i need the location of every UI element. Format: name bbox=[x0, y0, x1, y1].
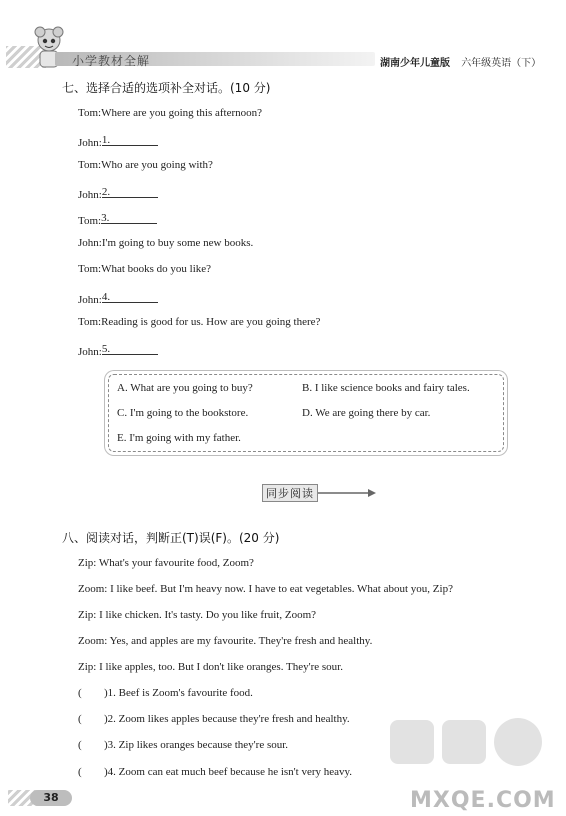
speaker: John bbox=[78, 237, 99, 249]
section-badge bbox=[262, 484, 378, 502]
dialogue-line-4: John: 2. bbox=[78, 185, 158, 201]
watermark-text: MXQE.COM bbox=[410, 788, 556, 813]
dialogue-line-7: Tom:What books do you like? bbox=[78, 263, 212, 275]
answer-blank-1[interactable]: 1. bbox=[102, 133, 158, 146]
line-text: Who are you going with? bbox=[101, 159, 213, 171]
speaker: Tom bbox=[78, 107, 99, 119]
header-edition-info bbox=[380, 54, 541, 69]
line-text: What books do you like? bbox=[101, 263, 212, 275]
statement-text: 4. Zoom can eat much beef because he isn't very heavy. bbox=[107, 766, 353, 778]
dialogue-line-9: Tom:Reading is good for us. How are you going there? bbox=[78, 316, 321, 328]
judgement-item-3[interactable]: ( )3. Zip likes oranges because they're sour. bbox=[78, 739, 289, 751]
line-text: Where are you going this afternoon? bbox=[101, 107, 263, 119]
dialogue-line-5: Tom: 3. bbox=[78, 211, 157, 227]
line-text: I'm going to buy some new books. bbox=[101, 237, 254, 249]
section7-title: 七、选择合适的选项补全对话。(10 分) bbox=[62, 81, 271, 95]
dialogue-line-2: John: 1. bbox=[78, 133, 158, 149]
speaker: John bbox=[78, 294, 99, 306]
reading-line-2: Zoom: I like beef. But I'm heavy now. I have to eat vegetables. What about you, Zip? bbox=[78, 583, 453, 595]
speaker: Tom bbox=[78, 263, 99, 275]
answer-blank-2[interactable]: 2. bbox=[102, 185, 158, 198]
line-text: Reading is good for us. How are you going there? bbox=[101, 316, 321, 328]
page-header bbox=[0, 0, 566, 80]
dialogue-line-1: Tom:Where are you going this afternoon? bbox=[78, 107, 263, 119]
speaker: John bbox=[78, 137, 99, 149]
statement-text: 3. Zip likes oranges because they're sour. bbox=[107, 739, 289, 751]
answer-blank-5[interactable]: 5. bbox=[102, 342, 158, 355]
arrow-right-icon bbox=[318, 488, 378, 498]
judgement-item-2[interactable]: ( )2. Zoom likes apples because they're fresh and healthy. bbox=[78, 713, 350, 725]
speaker: Tom bbox=[78, 215, 99, 227]
dialogue-line-10: John: 5. bbox=[78, 342, 158, 358]
speaker: Tom bbox=[78, 159, 99, 171]
speaker: Tom bbox=[78, 316, 99, 328]
answer-blank-4[interactable]: 4. bbox=[102, 290, 158, 303]
publisher-label: 湖南少年儿童版 bbox=[380, 58, 450, 69]
judgement-item-1[interactable]: ( )1. Beef is Zoom's favourite food. bbox=[78, 687, 253, 699]
dialogue-line-6: John:I'm going to buy some new books. bbox=[78, 237, 254, 249]
option-c: C. I'm going to the bookstore. bbox=[117, 407, 249, 419]
reading-line-5: Zip: I like apples, too. But I don't like oranges. They're sour. bbox=[78, 661, 343, 673]
option-a: A. What are you going to buy? bbox=[117, 382, 253, 394]
page-number: 38 bbox=[30, 790, 72, 806]
badge-label: 同步阅读 bbox=[262, 484, 318, 502]
grade-subject-label: 六年级英语（下） bbox=[461, 58, 542, 69]
speaker: John bbox=[78, 189, 99, 201]
option-e: E. I'm going with my father. bbox=[117, 432, 241, 444]
option-d: D. We are going there by car. bbox=[302, 407, 431, 419]
speaker: John bbox=[78, 346, 99, 358]
option-b: B. I like science books and fairy tales. bbox=[302, 382, 470, 394]
reading-line-3: Zip: I like chicken. It's tasty. Do you like fruit, Zoom? bbox=[78, 609, 317, 621]
judgement-item-4[interactable]: ( )4. Zoom can eat much beef because he isn't very heavy. bbox=[78, 766, 353, 778]
options-box bbox=[108, 374, 504, 452]
book-title: 小学教材全解 bbox=[72, 54, 151, 68]
section8-title: 八、阅读对话，判断正(T)误(F)。(20 分) bbox=[62, 531, 280, 545]
statement-text: 1. Beef is Zoom's favourite food. bbox=[107, 687, 253, 699]
reading-line-4: Zoom: Yes, and apples are my favourite. They're fresh and healthy. bbox=[78, 635, 373, 647]
dialogue-line-8: John: 4. bbox=[78, 290, 158, 306]
statement-text: 2. Zoom likes apples because they're fresh and healthy. bbox=[107, 713, 350, 725]
dialogue-line-3: Tom:Who are you going with? bbox=[78, 159, 213, 171]
answer-blank-3[interactable]: 3. bbox=[101, 211, 157, 224]
reading-line-1: Zip: What's your favourite food, Zoom? bbox=[78, 557, 254, 569]
